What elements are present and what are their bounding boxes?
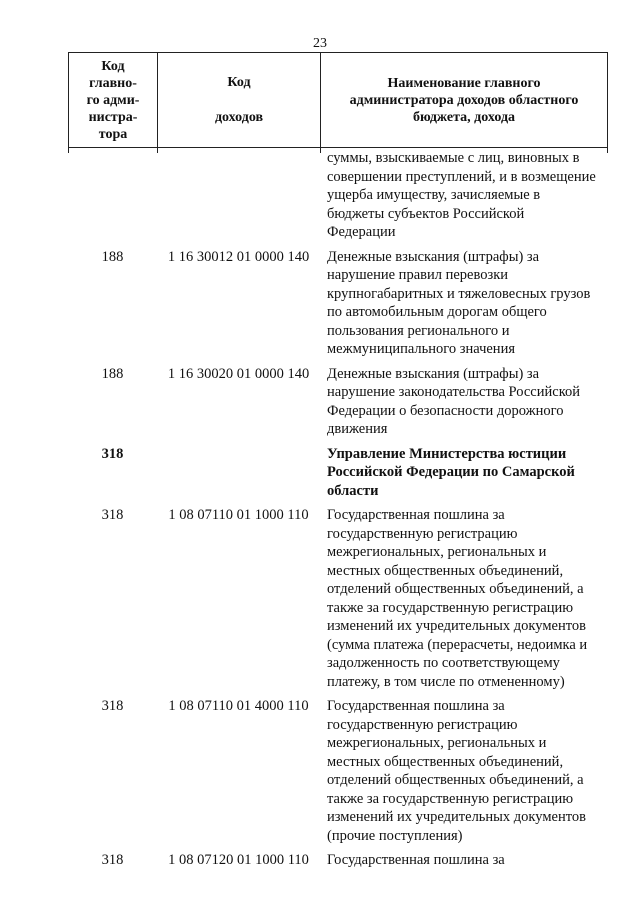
revenue-name-line: местных общественных объединений,	[327, 562, 564, 579]
revenue-name-line: крупногабаритных и тяжеловесных грузов	[327, 285, 591, 302]
header-admin-line: тора	[98, 126, 128, 142]
revenue-name-line: суммы, взыскиваемые с лиц, виновных в	[327, 150, 580, 166]
header-admin-line: го адми-	[86, 92, 140, 108]
revenue-name	[327, 506, 608, 691]
income-code: 1 08 07110 01 1000 110	[168, 507, 309, 523]
revenue-name	[327, 851, 608, 870]
table-row	[68, 445, 608, 501]
revenue-name-line: государственную регистрацию	[327, 525, 518, 542]
revenue-name-line: также за государственную регистрацию	[327, 599, 574, 616]
revenue-name-line: Федерации о безопасности дорожного	[327, 402, 564, 419]
revenue-name-line: изменений их учредительных документов	[327, 809, 586, 825]
header-income-line2: доходов	[214, 110, 264, 125]
revenue-name-line: бюджеты субъектов Российской	[327, 205, 525, 222]
revenue-name-line: платежу, в том числе по отмененному)	[327, 673, 565, 690]
revenue-name-line: (прочие поступления)	[327, 827, 463, 844]
header-admin-line: главно-	[89, 75, 137, 91]
revenue-name-line: Федерации	[327, 224, 396, 240]
header-admin-code	[69, 53, 158, 147]
income-code: 1 08 07120 01 1000 110	[168, 852, 309, 868]
revenue-name	[327, 365, 608, 439]
header-name-line: Наименование главного	[387, 75, 541, 91]
revenue-name-line: Денежные взыскания (штрафы) за	[327, 248, 540, 265]
revenue-name-line: межрегиональных, региональных и	[327, 544, 547, 560]
revenue-name	[327, 248, 608, 359]
revenue-name-line: Государственная пошлина за	[327, 698, 505, 714]
admin-code: 318	[101, 698, 124, 714]
revenue-name	[327, 149, 608, 242]
revenue-name-line: местных общественных объединений,	[327, 753, 564, 770]
table-body	[68, 149, 608, 870]
income-code: 1 16 30020 01 0000 140	[167, 365, 310, 382]
revenue-name-line: ущерба имуществу, зачисляемые в	[327, 187, 541, 203]
admin-code: 318	[101, 852, 124, 868]
header-income-code	[158, 53, 321, 147]
header-name	[321, 53, 607, 147]
revenue-name-line: движения	[327, 421, 388, 437]
revenue-name-line: изменений их учредительных документов	[327, 618, 586, 634]
revenue-name-line: Денежные взыскания (штрафы) за	[327, 365, 540, 382]
revenue-name-line: также за государственную регистрацию	[327, 790, 574, 807]
revenue-name-line: отделений общественных объединений, а	[327, 581, 584, 597]
revenue-name-line: государственную регистрацию	[327, 716, 518, 733]
table-row	[68, 149, 608, 242]
table-row	[68, 365, 608, 439]
table-row	[68, 248, 608, 359]
table-row	[68, 851, 608, 870]
revenue-name-line: (сумма платежа (перерасчеты, недоимка и	[327, 636, 588, 653]
page-number: 23	[313, 36, 327, 51]
revenue-name-line: Управление Министерства юстиции	[327, 445, 567, 462]
revenue-name-line: задолженность по соответствующему	[327, 655, 560, 671]
income-code: 1 16 30012 01 0000 140	[167, 248, 310, 265]
table-row	[68, 697, 608, 845]
revenue-name-line: области	[327, 482, 379, 499]
header-name-line: бюджета, дохода	[412, 109, 516, 125]
revenue-name-line: отделений общественных объединений, а	[327, 772, 584, 788]
header-admin-line: Код	[101, 58, 125, 74]
admin-code: 188	[101, 365, 124, 382]
revenue-name	[327, 697, 608, 845]
revenue-name	[327, 445, 608, 501]
revenue-name-line: нарушение правил перевозки	[327, 267, 509, 283]
admin-code: 318	[101, 507, 124, 523]
revenue-name-line: межрегиональных, региональных и	[327, 735, 547, 751]
revenue-name-line: Государственная пошлина за	[327, 507, 505, 523]
income-code: 1 08 07110 01 4000 110	[168, 698, 309, 714]
admin-code: 188	[101, 248, 124, 265]
revenue-name-line: пользования регионального и	[327, 322, 510, 339]
table-header	[68, 52, 608, 148]
header-name-line: администратора доходов областного	[349, 92, 579, 108]
header-income-line1: Код	[227, 75, 251, 90]
revenue-name-line: Государственная пошлина за	[327, 852, 505, 868]
revenue-name-line: совершении преступлений, и в возмещение	[327, 168, 596, 185]
table-row	[68, 506, 608, 691]
revenue-name-line: нарушение законодательства Российской	[327, 384, 581, 400]
admin-code: 318	[101, 445, 124, 462]
revenue-name-line: Российской Федерации по Самарской	[327, 464, 575, 480]
header-admin-line: нистра-	[88, 109, 138, 125]
revenue-name-line: по автомобильным дорогам общего	[327, 304, 547, 320]
revenue-name-line: межмуниципального значения	[327, 341, 515, 357]
